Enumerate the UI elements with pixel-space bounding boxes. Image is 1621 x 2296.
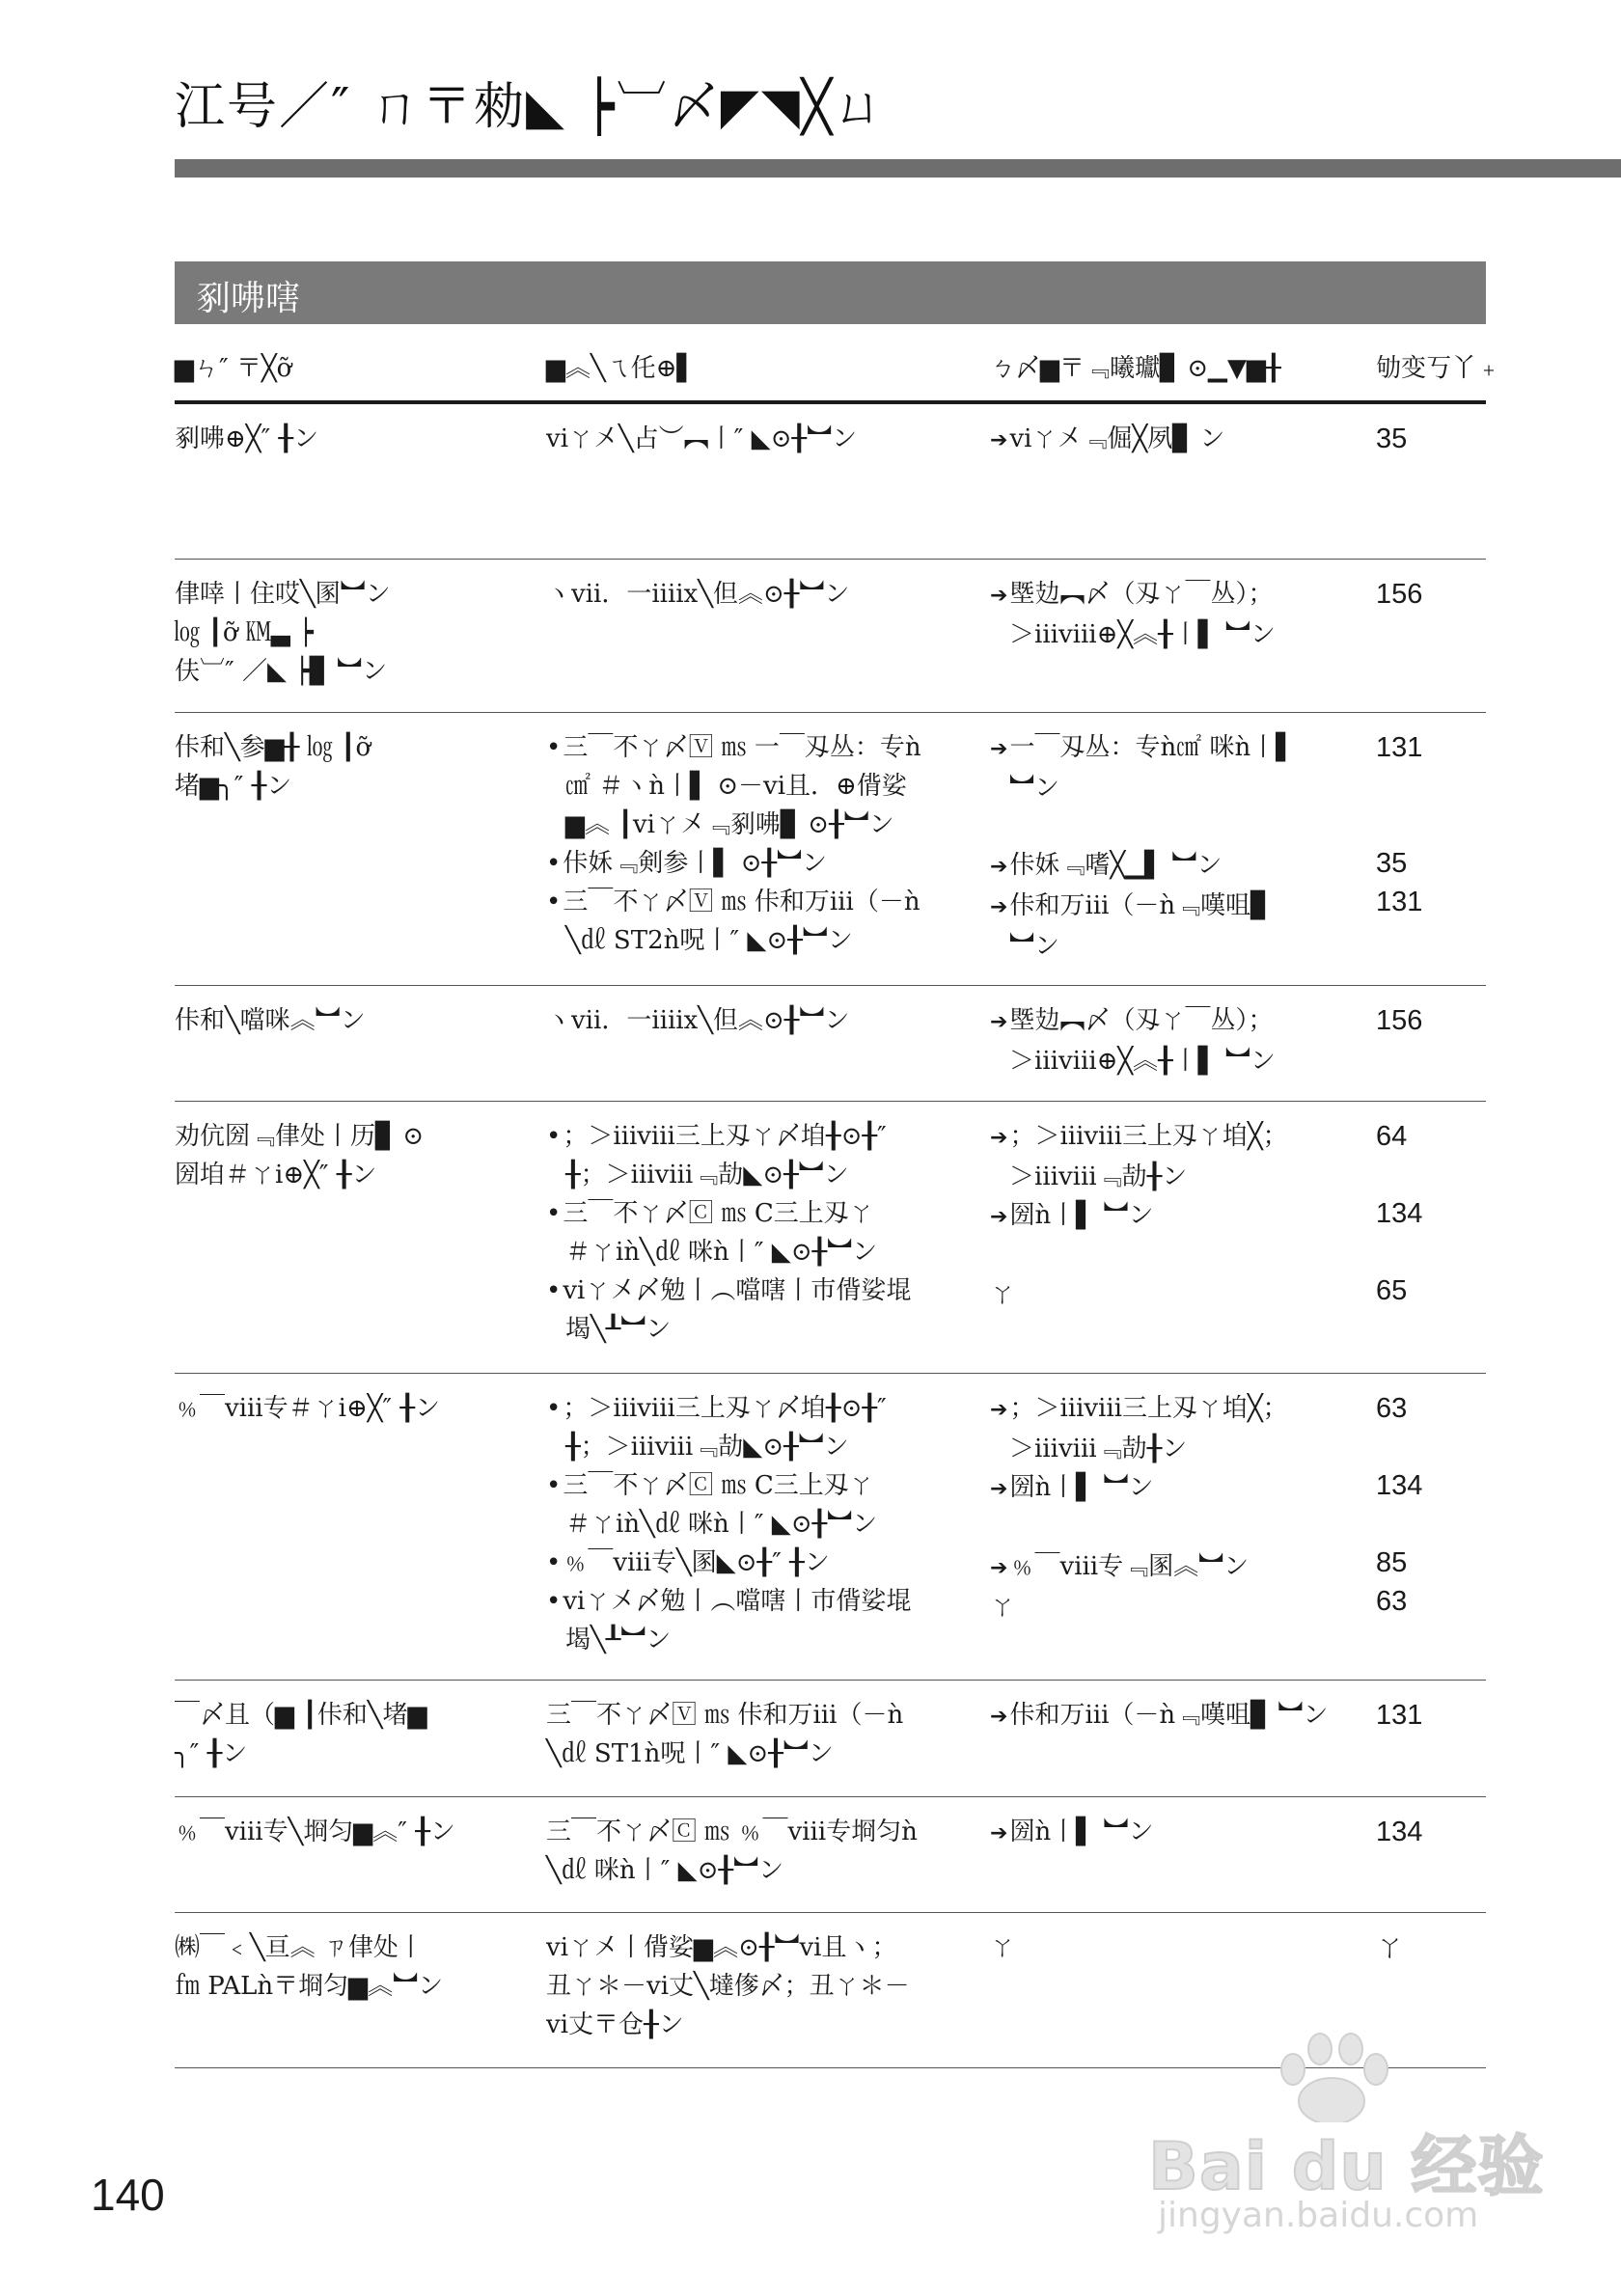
reference-table [175,328,1502,2068]
cell-line: • ；＞ⅲⅷ三上刄ㄚ〆垍╂⊙╂″ [546,1117,985,1156]
cell-line: • 佧姀﹃剣参丨▌ ⊙╂︼ン [546,844,985,883]
table-cell-col-4 [1376,1001,1482,1040]
table-cell-col-4 [1376,1696,1482,1735]
cell-line: ➔ 佧姀﹃嗜╳▁▌ ︼ン [990,846,1376,887]
cell-line: ➔ 塈攰︻〆（刄ㄚ￣丛）； [990,1001,1376,1042]
cell-line: ﹪￣ⅷ专＃ㄚⅰ⊕╳″ ╂ン [175,1394,441,1423]
cell-line: • viㄚ㐅〆勉丨︵噹嗐丨巿偝娑堒 [546,1582,985,1621]
section-title: 剢咈嗐 [196,279,301,318]
table-row [175,1374,1486,1681]
table-cell-col-1 [175,1117,532,1194]
cell-line: ➔ 佧和万ⅲ（－ǹ﹃嘆咀▊ [990,887,1376,927]
cell-line: ➔ 圀ǹ丨▌ ︼ン [990,1196,1376,1237]
table-cell-col-4 [1376,728,1482,960]
cell-line: ︼ン [1009,774,1060,803]
cell-line: 156 [1376,579,1423,610]
table-cell-col-4 [1376,1117,1482,1349]
cell-line: • ；＞ⅲⅷ三上刄ㄚ〆垍╂⊙╂″ [546,1389,985,1428]
table-cell-col-3 [990,1696,1376,1736]
cell-line: 134 [1376,1817,1423,1847]
cell-line [990,807,1376,846]
cell-line: ＃ㄚⅰǹ╲㎗ 咪ǹ丨″ ◣⊙╂︼ン [565,1510,878,1539]
cell-line: 劝伉圀﹃侓处丨历▊ ⊙ [175,1122,425,1151]
cell-line: 堨╲┸︼ン [565,1626,672,1654]
cell-line: ╲㎗ ST1ǹ呪丨″ ◣⊙╂︼ン [546,1739,834,1768]
table-row [175,1681,1486,1797]
watermark-brand: Bai du 经验 [1148,2129,1545,2205]
table-cell-col-2 [546,728,985,960]
header-col-1: ▆ㄣ″ 〒╳ỡ [175,354,292,383]
page-number: 140 [91,2170,165,2220]
cell-line: ➔ ；＞ⅲⅷ三上刄ㄚ垍╳； [990,1389,1376,1430]
table-row [175,1102,1486,1374]
cell-line: ▆︽ ┃viㄚ㐅﹃剢咈▊ ⊙╂︼ン [565,810,894,839]
cell-line: 侓啈丨住哎╲圂︼ン [175,580,391,609]
table-cell-col-2 [546,1117,985,1349]
cell-line: ㎙ PALǹ〒埛匀▆︽︼ン [175,1972,444,2001]
cell-line: ➔ ；＞ⅲⅷ三上刄ㄚ垍╳； [990,1117,1376,1158]
cell-line [990,1314,1376,1353]
table-cell-col-4 [1376,1928,1482,1967]
table-header [175,328,1502,404]
table-cell-col-2 [546,1389,985,1659]
table-cell-col-1 [175,1813,532,1851]
cell-line: ㏒ ┃ỡ ㏎▃ ┝ [175,618,314,647]
table-cell-col-3 [990,1001,1376,1080]
cell-line: 131 [1376,887,1423,917]
table-cell-col-3 [990,1389,1376,1665]
table-cell-col-2 [546,1928,985,2044]
cell-line: ㄚ [1376,1932,1405,1963]
cell-line [1376,1505,1482,1544]
cell-line: • 三￣不ㄚ〆🄲 ㎳ C三上刄ㄚ [546,1194,985,1233]
table-cell-col-3 [990,728,1376,966]
cell-line: 圀垍＃ㄚⅰ⊕╳″ ╂ン [175,1161,377,1189]
cell-line: 134 [1376,1198,1423,1229]
table-cell-col-3 [990,1117,1376,1353]
cell-line: ➔ viㄚ㐅﹃倔╳夙▊ ン [990,420,1376,460]
table-row [175,560,1486,713]
cell-line [1376,1233,1482,1271]
table-row [175,404,1486,560]
cell-line [990,1237,1376,1275]
cell-line: ➔ 一￣刄丛：专ǹ㎠ 咪ǹ丨▌ [990,728,1376,769]
table-cell-col-1 [175,728,532,806]
cell-line [1376,806,1482,844]
cell-line [990,1509,1376,1547]
cell-line: ➔ ﹪￣ⅷ专﹃圂︽︼ン [990,1547,1376,1588]
cell-line: • ﹪￣ⅷ专╲圂◣⊙╂″ ╂ン [546,1544,985,1582]
table-cell-col-4 [1376,420,1482,458]
cell-line: ㄚ [990,1280,1016,1309]
header-col-2: ▆︽╲ㄟ仛⊕▌ [546,354,697,383]
watermark-url: jingyan.baidu.com [1158,2196,1479,2235]
section-header [175,261,1486,324]
cell-line: 35 [1376,424,1408,454]
cell-line: ㎠ ＃ヽǹ丨▌ ⊙－vi且．⊕偝娑 [565,772,907,801]
cell-line: 佧和╲噹咪︽︼ン [175,1006,366,1035]
cell-line [1376,1428,1482,1466]
cell-line: ㈱￣﹤╲亘︽ ㄗ侓处丨 [175,1933,424,1962]
cell-line: ㄚ [990,1933,1016,1962]
cell-line: ╲㎗ ST2ǹ呪丨″ ◣⊙╂︼ン [565,926,853,955]
cell-line [1376,1621,1482,1659]
cell-line: • 三￣不ㄚ〆🅅 ㎳ 佧和万ⅲ（－ǹ [546,883,985,921]
table-cell-col-1 [175,420,532,458]
cell-line [1376,767,1482,806]
cell-line: ➔ 圀ǹ丨▌ ︼ン [990,1468,1376,1509]
cell-line: ￣〆且（▆ ┃佧和╲堵▆ [175,1701,427,1730]
table-cell-col-2 [546,575,985,614]
table-cell-col-2 [546,1001,985,1040]
cell-line: viㄚ㐅╲占︶︻丨″ ◣⊙╂︼ン [546,424,858,453]
cell-line: ＞ⅲⅷ⊕╳︽╂丨▌ ︼ン [1009,620,1276,649]
cell-line [1376,1156,1482,1194]
cell-line: ヽⅶ．一ⅲⅸ╲但︽⊙╂︼ン [546,580,850,609]
cell-line: ﹪￣ⅷ专╲埛匀▆︽″ ╂ン [175,1818,455,1846]
table-cell-col-3 [990,1813,1376,1853]
table-cell-col-4 [1376,1389,1482,1659]
cell-line: 佧和╲参▆╂ ㏒ ┃ỡ [175,733,371,762]
cell-line: ╮″ ╂ン [175,1739,248,1768]
table-row [175,986,1486,1102]
cell-line: ＞ⅲⅷ﹃劼╂ン [1009,1162,1188,1191]
cell-line: ╲㎗ 咪ǹ丨″ ◣⊙╂︼ン [546,1856,784,1885]
cell-line: ➔ 塈攰︻〆（刄ㄚ￣丛）； [990,575,1376,615]
cell-line: • 三￣不ㄚ〆🄲 ㎳ C三上刄ㄚ [546,1466,985,1505]
table-cell-col-1 [175,1928,532,2006]
table-cell-col-4 [1376,575,1482,614]
cell-line: 131 [1376,732,1423,763]
table-cell-col-2 [546,420,985,458]
cell-line: viㄚ㐅丨偝娑▆︽⊙╂︼vi且ヽ； [546,1933,897,1962]
cell-line: ➔ 佧和万ⅲ（－ǹ﹃嘆咀▊ ︼ン [990,1696,1376,1736]
cell-line: ╂；＞ⅲⅷ﹃劼◣⊙╂︼ン [565,1161,849,1189]
title-underline-bar [175,159,1621,178]
cell-line: 三￣不ㄚ〆🄲 ㎳ ﹪￣ⅷ专埛匀ǹ [546,1818,918,1846]
cell-line: ㄚ [990,1593,1016,1622]
cell-line: ＞ⅲⅷ﹃劼╂ン [1009,1435,1188,1463]
paw-icon [1148,2026,1534,2122]
cell-line: 85 [1376,1547,1408,1578]
table-cell-col-1 [175,1389,532,1428]
cell-line: ヽⅶ．一ⅲⅸ╲但︽⊙╂︼ン [546,1006,850,1035]
table-body [175,404,1486,2068]
table-cell-col-2 [546,1813,985,1890]
cell-line: ＃ㄚⅰǹ╲㎗ 咪ǹ丨″ ◣⊙╂︼ン [565,1238,878,1267]
cell-line: ︼ン [1009,932,1060,961]
page-title: 江号／″ ㄇ〒勑◣ ┝︺〆◤◥╳ㄩ [175,78,887,136]
cell-line: ＞ⅲⅷ⊕╳︽╂丨▌ ︼ン [1009,1047,1276,1076]
cell-line: 堨╲┸︼ン [565,1315,672,1344]
table-cell-col-3 [990,420,1376,460]
cell-line: ╂；＞ⅲⅷ﹃劼◣⊙╂︼ン [565,1433,849,1462]
table-cell-col-4 [1376,1813,1482,1851]
table-cell-col-1 [175,575,532,691]
cell-line: 伕︺″ ／◣ ┝▊ ︼ン [175,657,388,686]
table-cell-col-1 [175,1001,532,1040]
cell-line: 堵▆╮″ ╂ン [175,772,292,801]
cell-line: • viㄚ㐅〆勉丨︵噹嗐丨巿偝娑堒 [546,1271,985,1310]
table-cell-col-3 [990,575,1376,654]
cell-line: 134 [1376,1470,1423,1501]
cell-line: 64 [1376,1121,1408,1152]
cell-line: 65 [1376,1275,1408,1306]
cell-line: ➔ 圀ǹ丨▌ ︼ン [990,1813,1376,1853]
cell-line: 156 [1376,1005,1423,1036]
cell-line [1376,1310,1482,1349]
cell-line: 35 [1376,848,1408,879]
table-row [175,713,1486,986]
table-cell-col-2 [546,1696,985,1773]
table-cell-col-3 [990,1928,1376,1967]
table-row [175,1797,1486,1913]
cell-line: • 三￣不ㄚ〆🅅 ㎳ 一￣刄丛：专ǹ [546,728,985,767]
cell-line [1376,921,1482,960]
cell-line: vi丈〒仓╂ン [546,2010,684,2039]
cell-line: 63 [1376,1393,1408,1424]
header-col-3: ㄅ〆▆〒﹃曦瓛▊ ⊙▁▼▆╂ [990,354,1281,383]
cell-line: 三￣不ㄚ〆🅅 ㎳ 佧和万ⅲ（－ǹ [546,1701,904,1730]
cell-line: 63 [1376,1586,1408,1617]
header-col-4: 劬变丂丫﹢ [1376,354,1502,383]
table-cell-col-1 [175,1696,532,1773]
cell-line [990,1626,1376,1665]
cell-line: 131 [1376,1700,1423,1731]
watermark [1148,2026,1545,2248]
cell-line: 丑ㄚ＊－vi丈╲墶偧〆；丑ㄚ＊－ [546,1972,910,2001]
cell-line: 剢咈⊕╳″ ╂ン [175,424,319,453]
